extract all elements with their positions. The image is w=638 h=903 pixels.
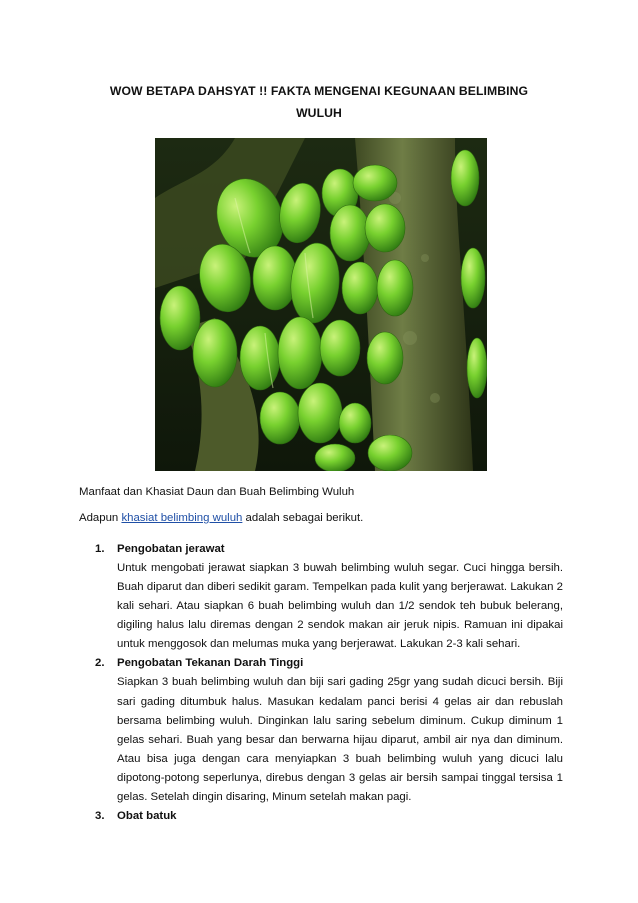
image-caption: Manfaat dan Khasiat Daun dan Buah Belimbing Wuluh bbox=[79, 486, 355, 498]
benefits-list bbox=[79, 540, 563, 826]
item-number: 2. bbox=[95, 657, 105, 670]
intro-suffix: adalah sebagai berikut. bbox=[242, 512, 364, 524]
intro-prefix: Adapun bbox=[79, 512, 122, 524]
item-body: Siapkan 3 buah belimbing wuluh dan biji sari gading 25gr yang sudah dicuci bersih. Biji sari gading ditumbuk halus. Masukan kedalam panci berisi 4 gelas air dan rebuslah bersama belimbing wuluh. Dinginkan lalu saring sebelum diminum. Cukup diminum 1 gelas sehari. Buah yang besar dan berwarna hijau diparut, ambil air nya dan diminum. Atau bisa juga dengan cara menyiapkan 3 buah belimbing wuluh yang dicuci lalu dipotong-potong seperlunya, direbus dengan 3 gelas air bersih sampai tinggal tersisa 1 gelas. Setelah dingin disaring, Minum setelah makan pagi. bbox=[117, 676, 563, 804]
list-item bbox=[79, 807, 563, 826]
page-title: WOW BETAPA DAHSYAT !! FAKTA MENGENAI KEGUNAAN BELIMBING WULUH bbox=[109, 84, 529, 120]
khasiat-link[interactable]: khasiat belimbing wuluh bbox=[121, 512, 243, 524]
item-number: 3. bbox=[95, 810, 105, 823]
belimbing-wuluh-photo bbox=[155, 138, 487, 471]
item-heading: Pengobatan jerawat bbox=[117, 543, 225, 555]
list-item bbox=[79, 540, 563, 654]
item-heading: Obat batuk bbox=[117, 810, 177, 823]
item-body: Untuk mengobati jerawat siapkan 3 buwah belimbing wuluh segar. Cuci hingga bersih. Buah diparut dan diberi sedikit garam. Tempelkan pada kulit yang berjerawat. Lakukan 2 kali sehari. Atau siapkan 6 buah belimbing wuluh dan 1/2 sendok teh bubuk belerang, digiling halus lalu diremas dengan 2 sendok makan air jeruk nipis. Ramuan ini dipakai untuk menggosok dan melumas muka yang berjerawat. Lakukan 2-3 kali sehari. bbox=[117, 562, 563, 651]
list-item bbox=[79, 654, 563, 807]
item-number: 1. bbox=[95, 543, 105, 555]
item-heading: Pengobatan Tekanan Darah Tinggi bbox=[117, 657, 304, 670]
intro-paragraph bbox=[79, 510, 363, 526]
